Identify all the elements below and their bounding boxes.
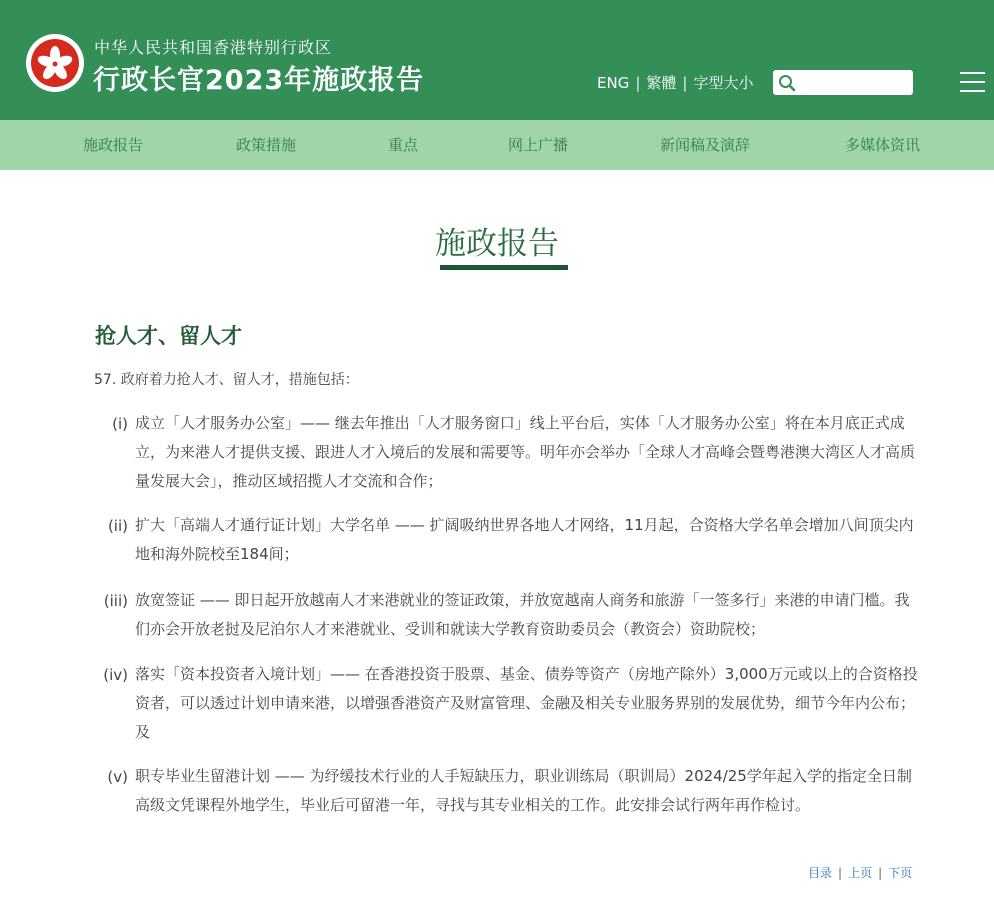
item-text: 落实「资本投资者入境计划」—— 在香港投资于股票、基金、债券等资产（房地产除外）3,000万元或以上的合资格投资者，可以透过计划申请来港，以增强香港资产及财富管理、金融及相关专业服务界别的发展优势，细节今年内公布；及 <box>135 665 918 741</box>
intro-paragraph: 57. 政府着力抢人才、留人才，措施包括： <box>94 372 359 388</box>
divider: | <box>635 74 641 92</box>
item-number: (ii) <box>107 517 128 535</box>
item-text: 放宽签证 —— 即日起开放越南人才来港就业的签证政策，并放宽越南人商务和旅游「一签多行」来港的申请门槛。我们亦会开放老挝及尼泊尔人才来港就业、受训和就读大学教育资助委员会（教资会）资助院校； <box>135 591 910 638</box>
divider: | <box>682 74 688 92</box>
menu-bar <box>960 81 985 83</box>
prev-page-link[interactable]: 上页 <box>848 866 873 880</box>
item-text: 成立「人才服务办公室」—— 继去年推出「人才服务窗口」线上平台后，实体「人才服务办公室」将在本月底正式成立，为来港人才提供支援、跟进人才入境后的发展和需要等。明年亦会举办「全球人才高峰会暨粤港澳大湾区人才高质量发展大会」，推动区域招揽人才交流和合作； <box>135 414 916 490</box>
divider: | <box>838 866 843 880</box>
nav-highlights[interactable]: 重点 <box>388 136 419 154</box>
eng-link[interactable]: ENG <box>597 74 630 92</box>
header-subtitle: 中华人民共和国香港特别行政区 <box>94 38 333 57</box>
nav-policy-initiatives[interactable]: 政策措施 <box>236 136 297 154</box>
language-links <box>597 72 753 93</box>
pagination-links <box>808 864 912 881</box>
item-text: 扩大「高端人才通行证计划」大学名单 —— 扩阔吸纳世界各地人才网络，11月起，合资格大学名单会增加八间顶尖内地和海外院校至184间； <box>135 516 914 563</box>
nav-multimedia[interactable]: 多媒体资讯 <box>845 136 921 154</box>
divider: | <box>878 866 883 880</box>
item-number: (iv) <box>103 666 128 684</box>
search-icon[interactable] <box>778 74 796 92</box>
menu-bar <box>960 72 985 74</box>
item-number: (v) <box>107 768 128 786</box>
main-nav <box>0 120 994 170</box>
next-page-link[interactable]: 下页 <box>888 866 913 880</box>
menu-bar <box>960 90 985 92</box>
traditional-chinese-link[interactable]: 繁體 <box>646 74 677 92</box>
nav-webcast[interactable]: 网上广播 <box>508 136 569 154</box>
item-number: (i) <box>112 415 128 433</box>
font-size-link[interactable]: 字型大小 <box>693 74 754 92</box>
header-title[interactable]: 行政长官2023年施政报告 <box>93 65 425 96</box>
nav-press-releases[interactable]: 新闻稿及演辞 <box>660 136 751 154</box>
page-title: 施政报告 <box>435 226 559 262</box>
title-underline <box>440 265 568 270</box>
bauhinia-flower-icon <box>26 34 84 92</box>
item-number: (iii) <box>103 592 128 610</box>
hksar-emblem-logo[interactable] <box>26 34 84 92</box>
site-header <box>0 0 994 120</box>
section-heading: 抢人才、留人才 <box>95 324 242 348</box>
hamburger-menu-icon[interactable] <box>960 72 985 92</box>
contents-link[interactable]: 目录 <box>808 866 833 880</box>
nav-policy-address[interactable]: 施政报告 <box>83 136 144 154</box>
search-input[interactable] <box>799 73 907 91</box>
search-box <box>773 70 913 95</box>
item-text: 职专毕业生留港计划 —— 为纾缓技术行业的人手短缺压力，职业训练局（职训局）2024/25学年起入学的指定全日制高级文凭课程外地学生，毕业后可留港一年，寻找与其专业相关的工作。此安排会试行两年再作检讨。 <box>135 767 912 814</box>
